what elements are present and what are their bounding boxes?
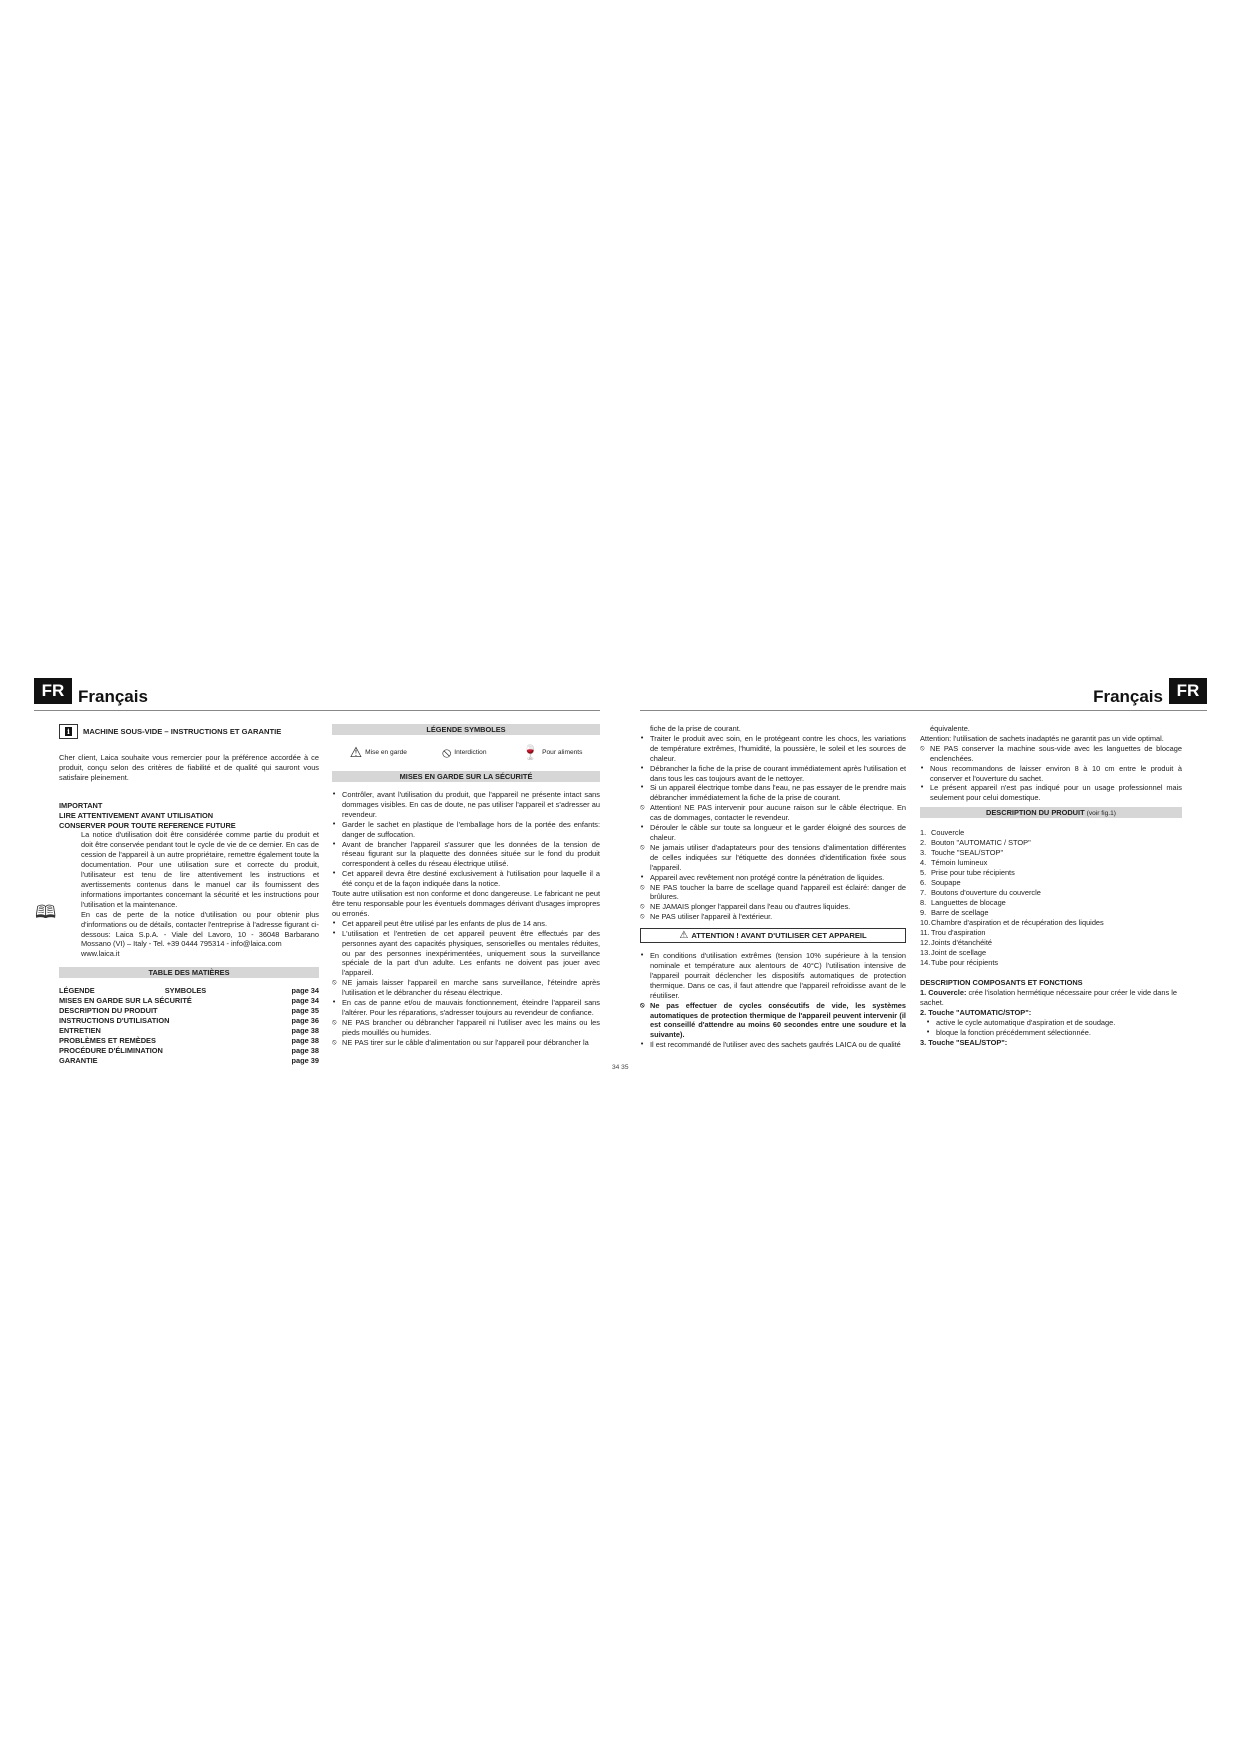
part-name: Trou d'aspiration [931, 928, 986, 938]
list-item-text: NE PAS conserver la machine sous-vide avec les languettes de blocage enclenchées. [930, 743, 1182, 763]
list-item-text: Ne pas effectuer de cycles consécutifs de vide, les systèmes automatiques de protection thermique de l'appareil peuvent intervenir (il est conseillé d'attendre au moins 60 secondes entre une soudure et la suivante). [650, 1000, 906, 1040]
prohibition-icon: ⦸ [640, 1000, 645, 1009]
list-item [920, 764, 1182, 784]
toc-page: page 38 [291, 1026, 319, 1036]
notice-block [35, 830, 319, 959]
left-column-1 [35, 724, 319, 1066]
toc-label: GARANTIE [59, 1056, 98, 1066]
toc-page: page 38 [291, 1036, 319, 1046]
toc-label: ENTRETIEN [59, 1026, 101, 1036]
part-name: Couvercle [931, 828, 965, 838]
list-item-text: Nous recommandons de laisser environ 8 à 10 cm entre le produit à conserver et l'ouverture du sachet. [930, 763, 1182, 783]
prohibition-icon: ⦸ [640, 882, 645, 891]
right-page [640, 678, 1207, 1078]
prohibition-icon: ⦸ [640, 803, 645, 812]
toc-page: page 35 [291, 1006, 319, 1016]
prohibition-icon: ⦸ [442, 745, 452, 761]
list-item [920, 938, 1182, 948]
toc-row[interactable] [59, 1036, 319, 1046]
part-number: 7. [920, 888, 927, 898]
list-item [332, 840, 600, 870]
list-item [332, 820, 600, 840]
food-contact-icon: 🍷 [521, 745, 540, 761]
symbol-food [522, 746, 583, 760]
list-item-text: NE PAS tirer sur le câble d'alimentation ou sur l'appareil pour débrancher la [342, 1037, 589, 1047]
prohibition-icon: ⦸ [332, 1017, 337, 1026]
list-item [920, 898, 1182, 908]
bullet-icon: • [926, 1027, 931, 1036]
read-carefully-heading: LIRE ATTENTIVEMENT AVANT UTILISATION [59, 810, 214, 820]
list-item [640, 902, 906, 912]
toc-page: page 38 [291, 1046, 319, 1056]
list-item-text: Cet appareil devra être destiné exclusivement à l'utilisation pour laquelle il a été conçu et de la façon indiquée dans la notice. [342, 869, 600, 889]
list-item-text: active le cycle automatique d'aspiration et de soudage. [936, 1017, 1116, 1027]
toc-label: DESCRIPTION DU PRODUIT [59, 1006, 158, 1016]
symbol-prohibition [442, 746, 486, 760]
list-item [332, 1018, 600, 1038]
toc-label: INSTRUCTIONS D'UTILISATION [59, 1016, 170, 1026]
bullet-icon: • [920, 763, 925, 772]
list-item-text: Si un appareil électrique tombe dans l'eau, ne pas essayer de le prendre mais débrancher immédiatement la fiche de la prise de courant. [650, 783, 906, 803]
prohibition-icon: ⦸ [640, 912, 645, 921]
list-item [640, 1001, 906, 1041]
right-column-1 [640, 724, 906, 1050]
table-of-contents [59, 986, 319, 1066]
list-item [920, 878, 1182, 888]
bullet-icon: • [920, 783, 925, 792]
prohibition-icon: ⦸ [332, 1037, 337, 1046]
toc-row[interactable] [59, 1016, 319, 1026]
attention-title: ATTENTION ! AVANT D'UTILISER CET APPAREIL [691, 931, 867, 941]
toc-page: page 36 [291, 1016, 319, 1026]
toc-label-extra: SYMBOLES [164, 986, 207, 996]
list-item-text: Ne jamais utiliser d'adaptateurs pour des tensions d'alimentation différentes de celles indiquées sur l'étiquette des données d'identification fixée sous l'appareil. [650, 842, 906, 872]
attention-list [640, 951, 906, 1050]
safety-list [332, 790, 600, 1048]
keep-reference-heading: CONSERVER POUR TOUTE REFERENCE FUTURE [59, 820, 236, 830]
bullet-icon: • [640, 1040, 645, 1049]
list-item [332, 790, 600, 820]
toc-row[interactable] [59, 1056, 319, 1066]
legend-title: LÉGENDE SYMBOLES [332, 724, 600, 735]
toc-title: TABLE DES MATIÈRES [59, 967, 319, 978]
list-item-text: Avant de brancher l'appareil s'assurer que les données de la tension de réseau figurant sur la plaquette des données située sur le fond du produit correspondent à celles du réseau électrique utilisé. [342, 839, 600, 869]
list-item [332, 929, 600, 979]
toc-page: page 34 [291, 986, 319, 996]
symbols-legend [332, 743, 600, 763]
list-item-text: équivalente. [930, 724, 970, 733]
bullet-icon: • [640, 733, 645, 742]
lang-code-badge: FR [34, 678, 72, 704]
attention-banner [640, 928, 906, 943]
part-number: 6. [920, 878, 927, 888]
notice-paragraph-2: En cas de perte de la notice d'utilisation ou pour obtenir plus d'informations ou de détails, contacter l'entreprise à l'adresse figurant ci-dessous: Laica S.p.A. - Viale del Lavoro, 10 - 36048 Barbarano Mossano (VI) – Italy - Tel. +39 0444 795314 - info@laica.com [81, 909, 319, 949]
page-numbers: 34 35 [612, 1064, 629, 1071]
list-item [332, 869, 600, 889]
recommendations-list [920, 724, 1182, 803]
bullet-icon: • [640, 872, 645, 881]
intro-paragraph: Cher client, Laica souhaite vous remercier pour la préférence accordée à ce produit, conçu selon des critères de fiabilité et de qualité qui sauront vous satisfaire pleinement. [59, 753, 319, 782]
list-item [640, 783, 906, 803]
part-number: 9. [920, 908, 927, 918]
lang-title: Français [78, 687, 148, 706]
part-number: 4. [920, 858, 927, 868]
website-text: www.laica.it [81, 949, 120, 959]
feature-text: crée l'isolation hermétique nécessaire pour créer le vide dans le sachet. [920, 988, 1177, 1008]
list-item-text: Ne PAS utiliser l'appareil à l'extérieur. [650, 912, 773, 922]
left-page [34, 678, 600, 1078]
bullet-icon: • [332, 839, 337, 848]
feature-lid [920, 988, 1182, 1008]
part-name: Boutons d'ouverture du couvercle [931, 888, 1041, 898]
list-item [332, 978, 600, 998]
part-name: Chambre d'aspiration et de récupération des liquides [931, 918, 1104, 928]
toc-row[interactable] [59, 1026, 319, 1036]
list-item [920, 828, 1182, 838]
warning-triangle-icon: ⚠ [679, 930, 689, 942]
page-header [34, 678, 600, 711]
components-title: DESCRIPTION COMPOSANTS ET FONCTIONS [920, 978, 1083, 988]
toc-row[interactable] [59, 996, 319, 1006]
list-item-text: En conditions d'utilisation extrêmes (tension 10% supérieure à la tension nominale et température aux alentours de 40°C) l'utilisation intensive de l'appareil pourrait déclencher les dispositifs automatiques de protection thermique. Dans ce cas, il faut attendre que l'appareil refroidisse avant de le réutiliser. [650, 951, 906, 1000]
lang-title: Français [1093, 687, 1163, 706]
part-name: Languettes de blocage [931, 898, 1006, 908]
list-item [332, 889, 600, 919]
part-name: Joints d'étanchéité [931, 938, 992, 948]
bullet-icon: • [332, 790, 337, 798]
list-item [332, 1038, 600, 1048]
list-item-text: Cet appareil peut être utilisé par les enfants de plus de 14 ans. [342, 918, 548, 928]
safety-list-continued [640, 724, 906, 922]
list-item-text: Attention: l'utilisation de sachets inadaptés ne garantit pas un vide optimal. [920, 733, 1164, 743]
page-header [640, 678, 1207, 711]
parts-list [920, 828, 1182, 968]
list-item [920, 848, 1182, 858]
list-item [920, 928, 1182, 938]
part-name: Bouton "AUTOMATIC / STOP" [931, 838, 1031, 848]
part-name: Barre de scellage [931, 908, 989, 918]
bullet-icon: • [640, 951, 645, 960]
list-item-text: Dérouler le câble sur toute sa longueur et le garder éloigné des sources de chaleur. [650, 823, 906, 842]
list-item-text: Débrancher la fiche de la prise de courant immédiatement après l'utilisation et dans tous les cas toujours avant de le nettoyer. [650, 763, 906, 783]
feature-heading: 1. Couvercle: [920, 988, 967, 998]
list-item-text: NE PAS toucher la barre de scellage quand l'appareil est éclairé: danger de brûlures. [650, 882, 906, 902]
part-number: 8. [920, 898, 927, 908]
left-column-2 [332, 724, 600, 1048]
list-item [920, 734, 1182, 744]
toc-label: PROCÉDURE D'ÉLIMINATION [59, 1046, 163, 1056]
list-item [640, 883, 906, 903]
feature-automatic-button [920, 1008, 1182, 1038]
part-number: 5. [920, 868, 927, 878]
part-name: Soupape [931, 878, 961, 888]
toc-label: PROBLÈMES ET REMÈDES [59, 1036, 156, 1046]
list-item-text: Il est recommandé de l'utiliser avec des sachets gaufrés LAICA ou de qualité [650, 1040, 901, 1050]
list-item-text: Attention! NE PAS intervenir pour aucune raison sur le câble électrique. En cas de dommages, contacter le revendeur. [650, 803, 906, 823]
part-number: 13. [920, 948, 931, 958]
list-item-text: En cas de panne et/ou de mauvais fonctionnement, éteindre l'appareil sans l'altérer. Pour les réparations, s'adresser toujours au revendeur de confiance. [342, 998, 600, 1017]
right-column-2 [920, 724, 1182, 1048]
feature-sub-list [920, 1018, 1182, 1038]
list-item [640, 1040, 906, 1050]
list-item [640, 843, 906, 873]
part-name: Tube pour récipients [931, 958, 999, 968]
bullet-icon: • [332, 918, 337, 927]
manual-title-text: MACHINE SOUS-VIDE – INSTRUCTIONS ET GARANTIE [83, 726, 282, 736]
symbol-label: Pour aliments [542, 749, 583, 757]
list-item [640, 951, 906, 1001]
feature-heading: 3. Touche "SEAL/STOP": [920, 1037, 1008, 1047]
part-number: 3. [920, 848, 927, 858]
lang-code-badge: FR [1169, 678, 1207, 704]
list-item-text: L'utilisation et l'entretien de cet appareil peuvent être effectués par des personnes ayant des capacités physiques, sensorielles ou mentales réduites, ou par des personnes inexpérimentées, uniquement sous la surveillance spéciale de la part d'un adulte. Les enfants ne doivent pas jouer avec l'appareil. [342, 928, 600, 978]
list-item [640, 912, 906, 922]
list-item-text: NE PAS brancher ou débrancher l'appareil ni l'utiliser avec les mains ou les pieds mouillés ou humides. [342, 1017, 600, 1037]
list-item [920, 838, 1182, 848]
list-item-text: Appareil avec revêtement non protégé contre la pénétration de liquides. [650, 872, 885, 882]
symbol-label: Mise en garde [365, 749, 407, 757]
prohibition-icon: ⦸ [920, 743, 925, 752]
list-item-text: Contrôler, avant l'utilisation du produit, que l'appareil ne présente intact sans dommages visibles. En cas de doute, ne pas utiliser l'appareil et s'adresser au revendeur. [342, 790, 600, 819]
list-item [640, 764, 906, 784]
list-item [640, 734, 906, 764]
bullet-icon: • [640, 823, 645, 832]
list-item [920, 868, 1182, 878]
toc-page: page 34 [291, 996, 319, 1006]
list-item [920, 783, 1182, 803]
list-item-text: NE JAMAIS plonger l'appareil dans l'eau ou d'autres liquides. [650, 902, 851, 912]
list-item [640, 724, 906, 734]
list-item [920, 1018, 1182, 1028]
toc-page: page 39 [291, 1056, 319, 1066]
part-name: Joint de scellage [931, 948, 987, 958]
list-item [920, 918, 1182, 928]
symbol-label: Interdiction [454, 749, 487, 757]
list-item [920, 948, 1182, 958]
toc-row[interactable] [59, 986, 319, 996]
prohibition-icon: ⦸ [332, 978, 337, 987]
list-item [640, 873, 906, 883]
list-item [920, 744, 1182, 764]
bullet-icon: • [332, 998, 337, 1007]
desc-title-text: DESCRIPTION DU PRODUIT [986, 808, 1085, 818]
part-number: 12. [920, 938, 931, 948]
toc-row[interactable] [59, 1046, 319, 1056]
list-item [332, 919, 600, 929]
list-item-text: NE jamais laisser l'appareil en marche sans surveillance, l'éteindre après l'utilisation et le débrancher du réseau électrique. [342, 978, 600, 998]
important-heading: IMPORTANT [59, 800, 103, 810]
symbol-warning [350, 746, 407, 760]
part-number: 2. [920, 838, 927, 848]
open-book-icon: 🕮 [35, 902, 57, 924]
info-book-icon: i [59, 724, 78, 739]
list-item-text: Traiter le produit avec soin, en le protégeant contre les chocs, les variations de température extrêmes, l'humidité, la poussière, le soleil et les sources de chaleur. [650, 733, 906, 763]
list-item [920, 958, 1182, 968]
list-item [920, 888, 1182, 898]
part-name: Prise pour tube récipients [931, 868, 1015, 878]
list-item [332, 998, 600, 1018]
part-number: 14. [920, 958, 931, 968]
bullet-icon: • [640, 783, 645, 792]
toc-label: LÉGENDE [59, 986, 95, 996]
list-item [920, 1028, 1182, 1038]
product-description-title [920, 807, 1182, 818]
desc-figure-ref: (voir fig.1) [1086, 810, 1116, 818]
warning-triangle-icon: ⚠ [349, 745, 363, 761]
part-name: Touche "SEAL/STOP" [931, 848, 1004, 858]
list-item-text: bloque la fonction précédemment sélectionnée. [936, 1027, 1091, 1037]
list-item [920, 858, 1182, 868]
part-number: 1. [920, 828, 927, 838]
feature-heading: 2. Touche "AUTOMATIC/STOP": [920, 1007, 1032, 1017]
list-item [640, 803, 906, 823]
notice-paragraph-1: La notice d'utilisation doit être considérée comme partie du produit et doit être conservée pendant tout le cycle de vie de ce dernier. En cas de cession de l'appareil à un autre propriétaire, remettre également toute la documentation. Pour une utilisation sure et correcte du produit, l'utilisateur est tenu de lire attentivement les instructions et avertissements contenus dans le manuel car ils fournissent des informations importantes concernant la sécurité et les instructions pour l'utilisation et la maintenance. [81, 830, 319, 909]
feature-seal-button [920, 1038, 1182, 1048]
part-number: 10. [920, 918, 931, 928]
bullet-icon: • [640, 763, 645, 772]
bullet-icon: • [332, 819, 337, 828]
toc-row[interactable] [59, 1006, 319, 1016]
bullet-icon: • [926, 1017, 931, 1026]
safety-title: MISES EN GARDE SUR LA SÉCURITÉ [332, 771, 600, 782]
list-item-text: fiche de la prise de courant. [650, 724, 741, 733]
part-number: 11. [920, 928, 930, 938]
list-item [640, 823, 906, 843]
list-item-text: Toute autre utilisation est non conforme et donc dangereuse. Le fabricant ne peut être tenu responsable pour les éventuels dommages dérivant d'usages impropres ou erronés. [332, 889, 600, 918]
manual-title [59, 724, 319, 739]
bullet-icon: • [332, 928, 337, 937]
prohibition-icon: ⦸ [640, 842, 645, 851]
prohibition-icon: ⦸ [640, 902, 645, 911]
toc-label: MISES EN GARDE SUR LA SÉCURITÉ [59, 996, 192, 1006]
list-item [920, 724, 1182, 734]
list-item [920, 908, 1182, 918]
list-item-text: Garder le sachet en plastique de l'emballage hors de la portée des enfants: danger de suffocation. [342, 819, 600, 839]
list-item-text: Le présent appareil n'est pas indiqué pour un usage professionnel mais seulement pour celui domestique. [930, 783, 1182, 803]
part-name: Témoin lumineux [931, 858, 988, 868]
bullet-icon: • [332, 869, 337, 878]
